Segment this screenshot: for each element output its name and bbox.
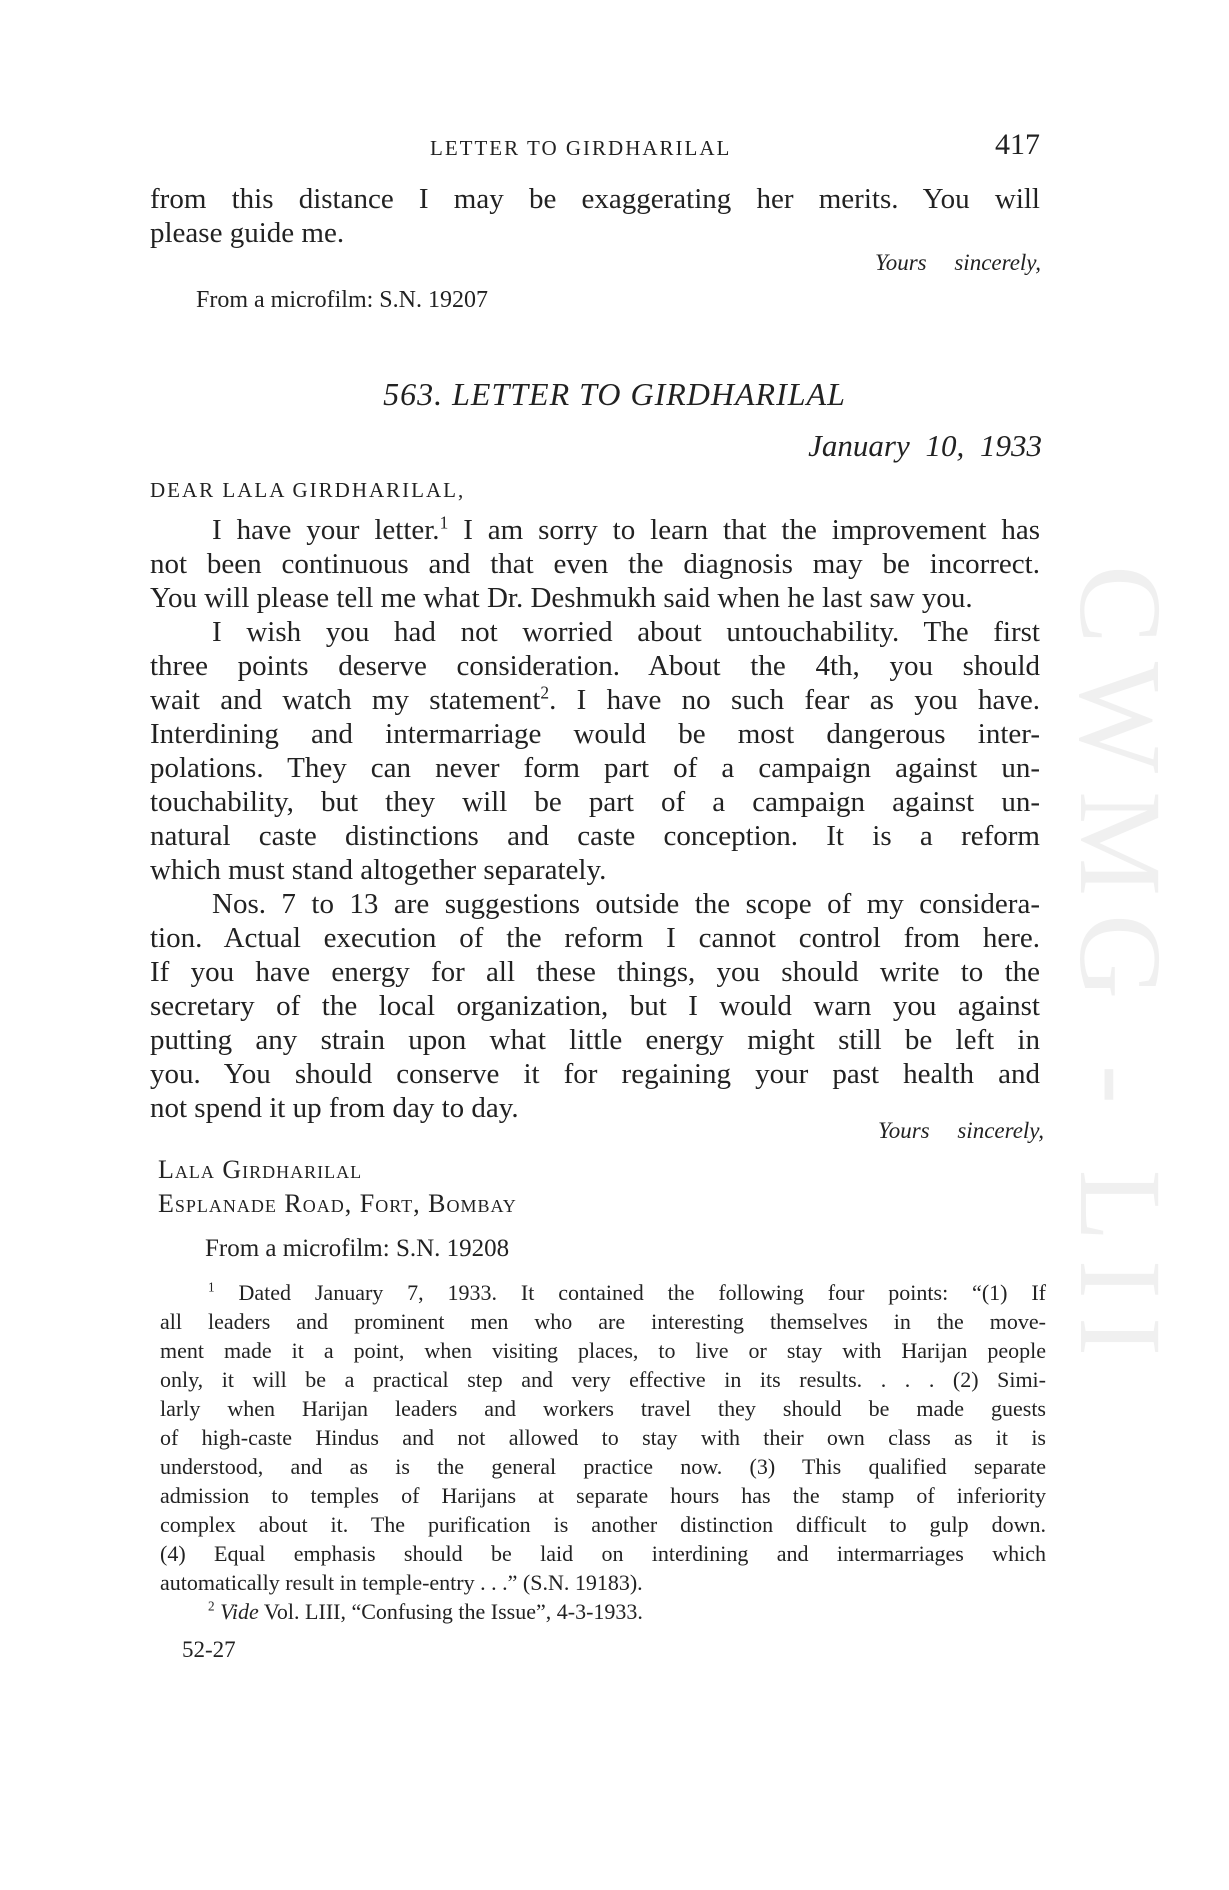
footnote-marker-2: 2 xyxy=(208,1598,215,1614)
text-line: Nos. 7 to 13 are suggestions outside the scope of my considera- xyxy=(212,888,1040,920)
text-line: natural caste distinctions and caste conception. It is a reform xyxy=(150,820,1040,852)
letter-body xyxy=(150,513,1040,1125)
running-head xyxy=(150,128,1040,176)
vide-word: Vide xyxy=(220,1599,259,1624)
addressee-address: Esplanade Road, Fort, Bombay xyxy=(158,1189,517,1218)
addressee-name: Lala Girdharilal xyxy=(158,1155,363,1184)
text-line: If you have energy for all these things, you should write to the xyxy=(150,956,1040,988)
letter-date: January 10, 1933 xyxy=(808,428,1042,463)
footnote-1-first-line xyxy=(160,1278,1046,1307)
text-line: putting any strain upon what little energy might still be left in xyxy=(150,1024,1040,1056)
previous-letter-closing: Yours sincerely, xyxy=(875,250,1041,275)
statement-line xyxy=(150,683,1040,717)
text-line: tion. Actual execution of the reform I cannot control from here. xyxy=(150,922,1040,954)
text-line: please guide me. xyxy=(150,217,345,249)
previous-letter-source: From a microfilm: S.N. 19207 xyxy=(196,287,488,313)
text-line: from this distance I may be exaggerating her merits. You will xyxy=(150,183,1040,215)
text-line: you. You should conserve it for regaining your past health and xyxy=(150,1058,1040,1090)
text-line: You will please tell me what Dr. Deshmukh said when he last saw you. xyxy=(150,582,973,614)
footnote-line: automatically result in temple-entry . . .” (S.N. 19183). xyxy=(160,1570,643,1595)
footnote-line: admission to temples of Harijans at separate hours has the stamp of inferiority xyxy=(160,1483,1046,1508)
text-run: Dated January 7, 1933. It contained the following four points: “(1) If xyxy=(238,1280,1047,1305)
paragraph-1-first-line xyxy=(150,513,1040,547)
text-line: three points deserve consideration. About the 4th, you should xyxy=(150,650,1040,682)
footnote-line: (4) Equal emphasis should be laid on interdining and intermarriages which xyxy=(160,1541,1046,1566)
text-run: I am sorry to learn that the improvement has xyxy=(448,514,1040,546)
footnote-line: larly when Harijan leaders and workers travel they should be made guests xyxy=(160,1396,1046,1421)
text-line: polations. They can never form part of a campaign against un- xyxy=(150,752,1040,784)
letter-source: From a microfilm: S.N. 19208 xyxy=(205,1235,510,1262)
text-run: . I have no such fear as you have. xyxy=(549,684,1041,716)
footnote-2 xyxy=(160,1597,1046,1626)
text-line: secretary of the local organization, but I would warn you against xyxy=(150,990,1040,1022)
text-line: which must stand altogether separately. xyxy=(150,854,607,886)
running-title: LETTER TO GIRDHARILAL xyxy=(430,136,732,160)
salutation: DEAR LALA GIRDHARILAL, xyxy=(150,478,466,502)
text-line: not spend it up from day to day. xyxy=(150,1092,519,1124)
text-run: Vol. LIII, “Confusing the Issue”, 4-3-1933. xyxy=(258,1599,643,1624)
text-line: touchability, but they will be part of a campaign against un- xyxy=(150,786,1040,818)
watermark: CWMG - LII xyxy=(1055,565,1186,1375)
text-run: wait and watch my statement xyxy=(150,684,541,716)
footnote-marker-1: 1 xyxy=(208,1279,215,1295)
text-run: I have your letter. xyxy=(212,514,440,546)
text-line: not been continuous and that even the diagnosis may be incorrect. xyxy=(150,548,1040,580)
footnote-line: ment made it a point, when visiting places, to live or stay with Harijan people xyxy=(160,1338,1046,1363)
text-line: I wish you had not worried about untouchability. The first xyxy=(212,616,1040,648)
footnote-ref-1: 1 xyxy=(439,512,449,533)
letter-title: 563. LETTER TO GIRDHARILAL xyxy=(383,376,846,412)
letter-closing: Yours sincerely, xyxy=(878,1118,1044,1143)
footnote-line: only, it will be a practical step and very effective in its results. . . . (2) Simi- xyxy=(160,1367,1046,1392)
page-number: 417 xyxy=(995,128,1040,161)
footnote-line: of high-caste Hindus and not allowed to stay with their own class as it is xyxy=(160,1425,1046,1450)
folio: 52-27 xyxy=(182,1637,236,1662)
previous-letter-text xyxy=(150,182,1040,250)
text-line: Interdining and intermarriage would be most dangerous inter- xyxy=(150,718,1040,750)
footnote-line: understood, and as is the general practice now. (3) This qualified separate xyxy=(160,1454,1046,1479)
footnote-ref-2: 2 xyxy=(540,682,550,703)
footnote-line: all leaders and prominent men who are interesting themselves in the move- xyxy=(160,1309,1046,1334)
footnotes xyxy=(160,1278,1046,1626)
footnote-line: complex about it. The purification is another distinction difficult to gulp down. xyxy=(160,1512,1046,1537)
